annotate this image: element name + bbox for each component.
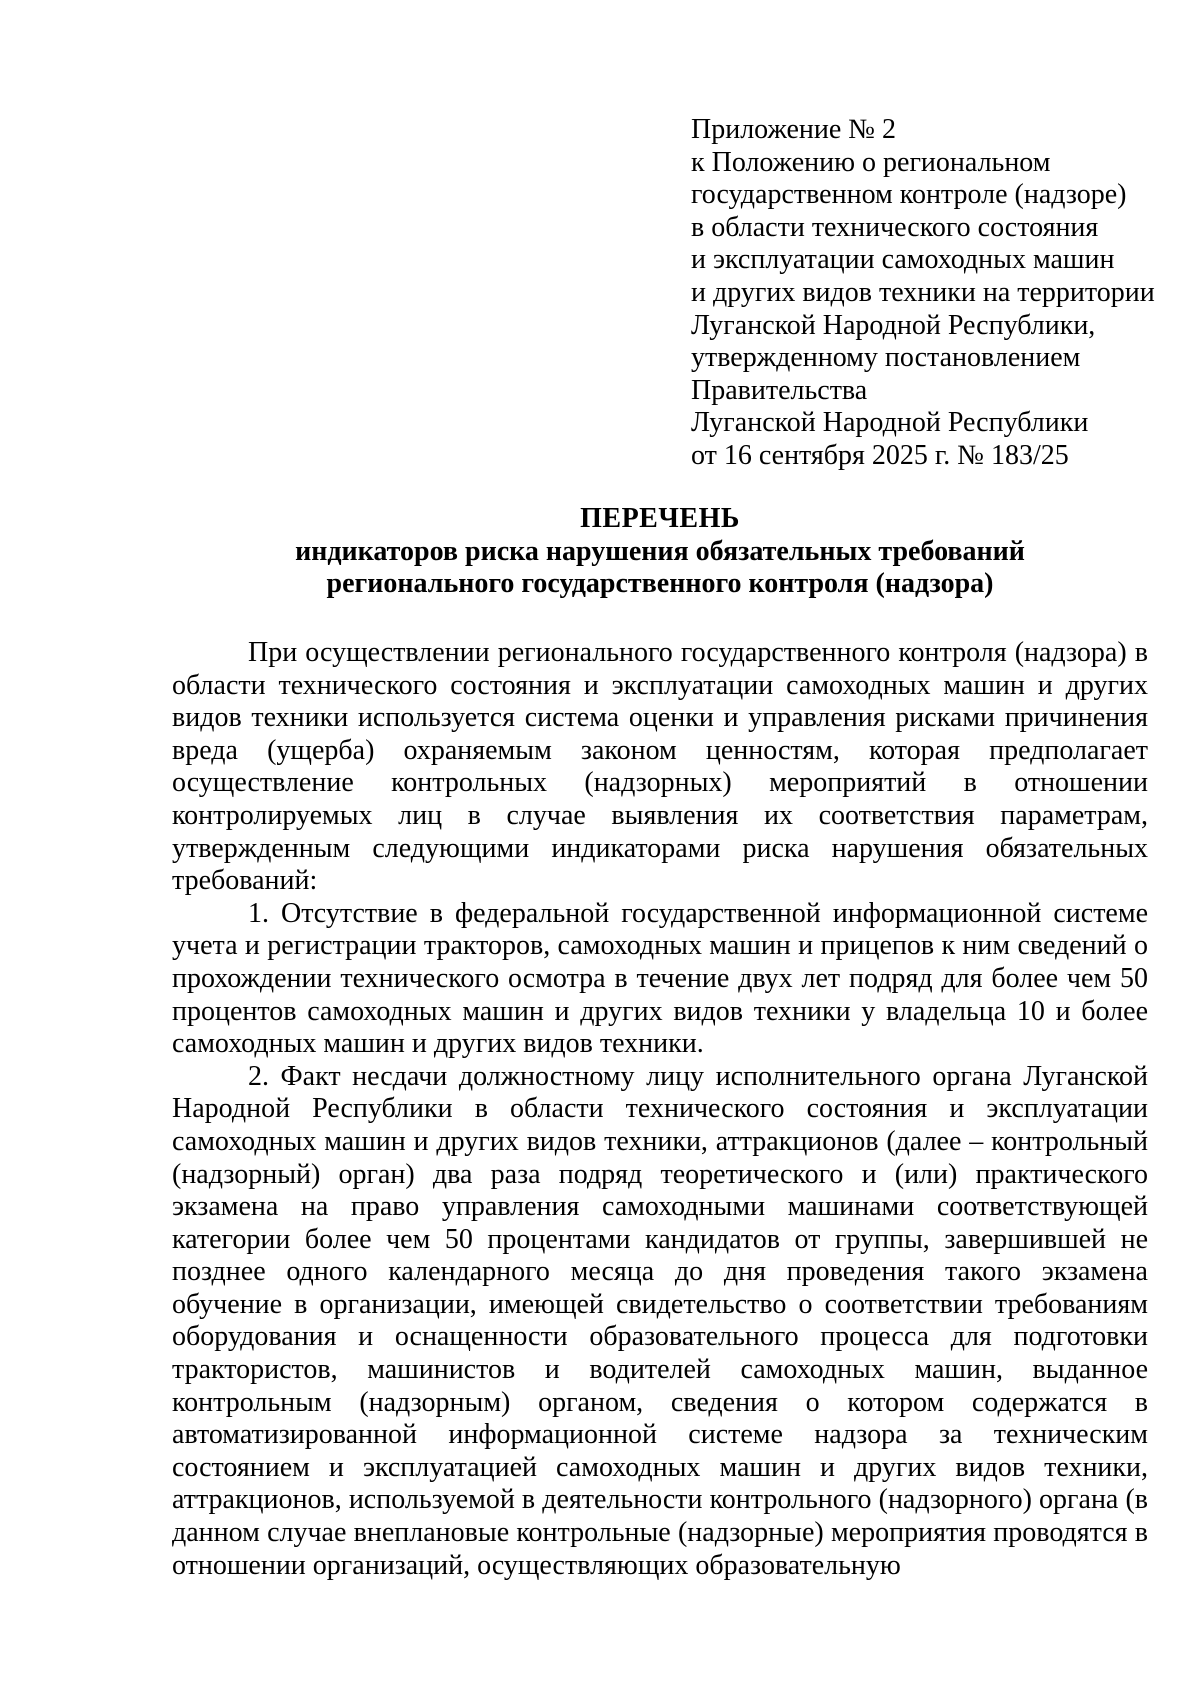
appendix-line: в области технического состояния [691,211,1099,243]
appendix-line: Луганской Народной Республики, [691,309,1096,341]
title-main: ПЕРЕЧЕНЬ [580,503,740,534]
appendix-line: Луганской Народной Республики [691,407,1089,439]
appendix-header [691,114,1155,473]
appendix-line: утвержденному постановлением [691,342,1081,374]
list-item-2: 2. Факт несдачи должностному лицу исполнительного органа Луганской Народной Республики в области технического состояния и эксплуатации самоходных машин и других видов техники, аттракционов (далее – контрольный (надзорный) орган) два раза подряд теоретического и (или) практического экзамена на право управления самоходными машинами соответствующей категории более чем 50 процентами кандидатов от группы, завершившей не позднее одного календарного месяца до дня проведения такого экзамена обучение в организации, имеющей свидетельство о соответствии требованиям оборудования и оснащенности образовательного процесса для подготовки трактористов, машинистов и водителей самоходных машин, выданное контрольным (надзорным) органом, сведения о котором содержатся в автоматизированной информационной системе надзора за техническим состоянием и эксплуатацией самоходных машин и других видов техники, аттракционов, используемой в деятельности контрольного (надзорного) органа (в данном случае внеплановые контрольные (надзорные) мероприятия проводятся в отношении организаций, осуществляющих образовательную [172,1060,1148,1581]
appendix-line: Правительства [691,374,868,406]
appendix-line: государственном контроле (надзоре) [691,179,1127,211]
title-subtitle-line: регионального государственного контроля (надзора) [326,568,994,600]
appendix-line: к Положению о региональном [691,146,1051,178]
document-title [172,503,1148,601]
appendix-line: Приложение № 2 [691,114,896,145]
appendix-line: от 16 сентября 2025 г. № 183/25 [691,439,1069,471]
document-body [172,637,1148,1582]
appendix-line: и других видов техники на территории [691,276,1155,308]
intro-paragraph: При осуществлении регионального государственного контроля (надзора) в области технического состояния и эксплуатации самоходных машин и других видов техники используется система оценки и управления рисками причинения вреда (ущерба) охраняемым законом ценностям, которая предполагает осуществление контрольных (надзорных) мероприятий в отношении контролируемых лиц в случае выявления их соответствия параметрам, утвержденным следующими индикаторами риска нарушения обязательных требований: [172,637,1148,897]
title-subtitle-line: индикаторов риска нарушения обязательных требований [295,535,1025,567]
appendix-line: и эксплуатации самоходных машин [691,244,1115,276]
list-item-1: 1. Отсутствие в федеральной государственной информационной системе учета и регистрации тракторов, самоходных машин и прицепов к ним сведений о прохождении технического осмотра в течение двух лет подряд для более чем 50 процентов самоходных машин и других видов техники у владельца 10 и более самоходных машин и других видов техники. [172,897,1148,1060]
